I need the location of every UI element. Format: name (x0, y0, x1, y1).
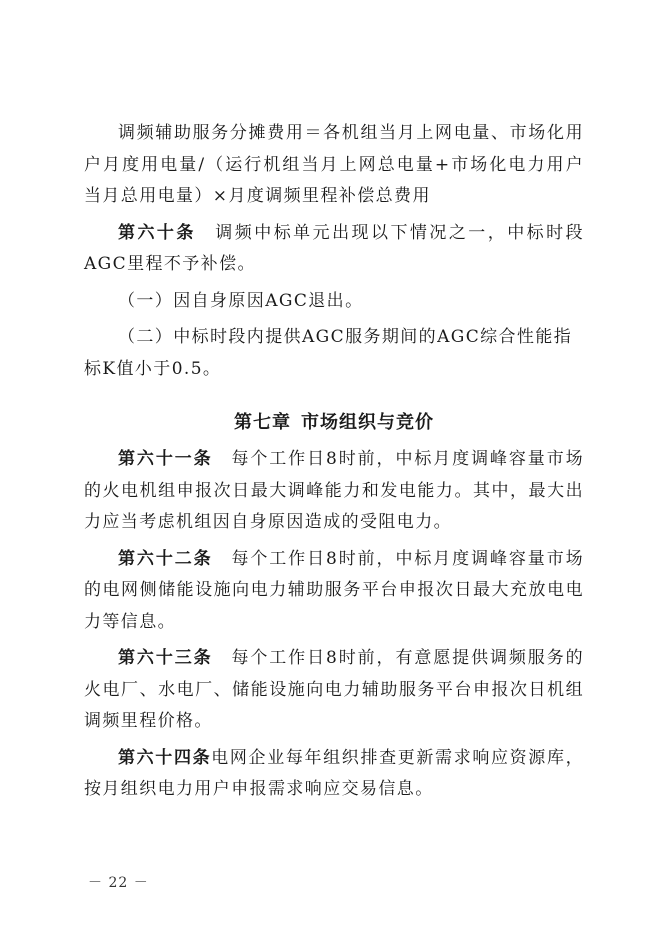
paragraph-text: 每个工作日8时前，中标月度调峰容量市场的火电机组申报次日最大调峰能力和发电能力。其中，最大出力应当考虑机组因自身原因造成的受阻电力。 (84, 449, 585, 532)
paragraph-text: 电网企业每年组织排查更新需求响应资源库，按月组织电力用户申报需求响应交易信息。 (84, 747, 584, 799)
paragraph-text: 每个工作日8时前，有意愿提供调频服务的火电厂、水电厂、储能设施向电力辅助服务平台申报次日机组调频里程价格。 (84, 648, 585, 731)
paragraph-text: 调频中标单元出现以下情况之一，中标时段AGC里程不予补偿。 (84, 222, 584, 274)
article-lead: 第六十条 (118, 222, 196, 243)
chapter-heading (84, 407, 584, 438)
article-63 (84, 643, 584, 738)
article-64 (84, 743, 584, 806)
paragraph-text: （一）因自身原因AGC退出。 (118, 290, 364, 311)
article-lead: 第六十三条 (118, 648, 213, 668)
article-62 (84, 544, 584, 639)
article-lead: 第六十一条 (118, 449, 213, 469)
article-61 (84, 444, 584, 539)
article-lead: 第六十四条 (118, 747, 212, 768)
article-60 (84, 218, 584, 281)
article-60-item-1 (84, 286, 584, 318)
article-60-item-2 (84, 322, 584, 385)
chapter-title: 市场组织与竞价 (301, 412, 434, 433)
paragraph-text: 调频辅助服务分摊费用＝各机组当月上网电量、市场化用户月度用电量/（运行机组当月上网总电量+市场化电力用户当月总用电量）×月度调频里程补偿总费用 (84, 123, 584, 206)
paragraph-text: 每个工作日8时前，中标月度调峰容量市场的电网侧储能设施向电力辅助服务平台申报次日最大充放电电力等信息。 (84, 548, 585, 632)
chapter-number: 第七章 (234, 412, 291, 433)
document-body (84, 118, 584, 811)
page-number: － 22 － (88, 875, 149, 891)
paragraph-text: （二）中标时段内提供AGC服务期间的AGC综合性能指标K值小于0.5。 (84, 327, 573, 379)
article-lead: 第六十二条 (118, 548, 213, 569)
paragraph-allocation-formula (84, 118, 584, 213)
